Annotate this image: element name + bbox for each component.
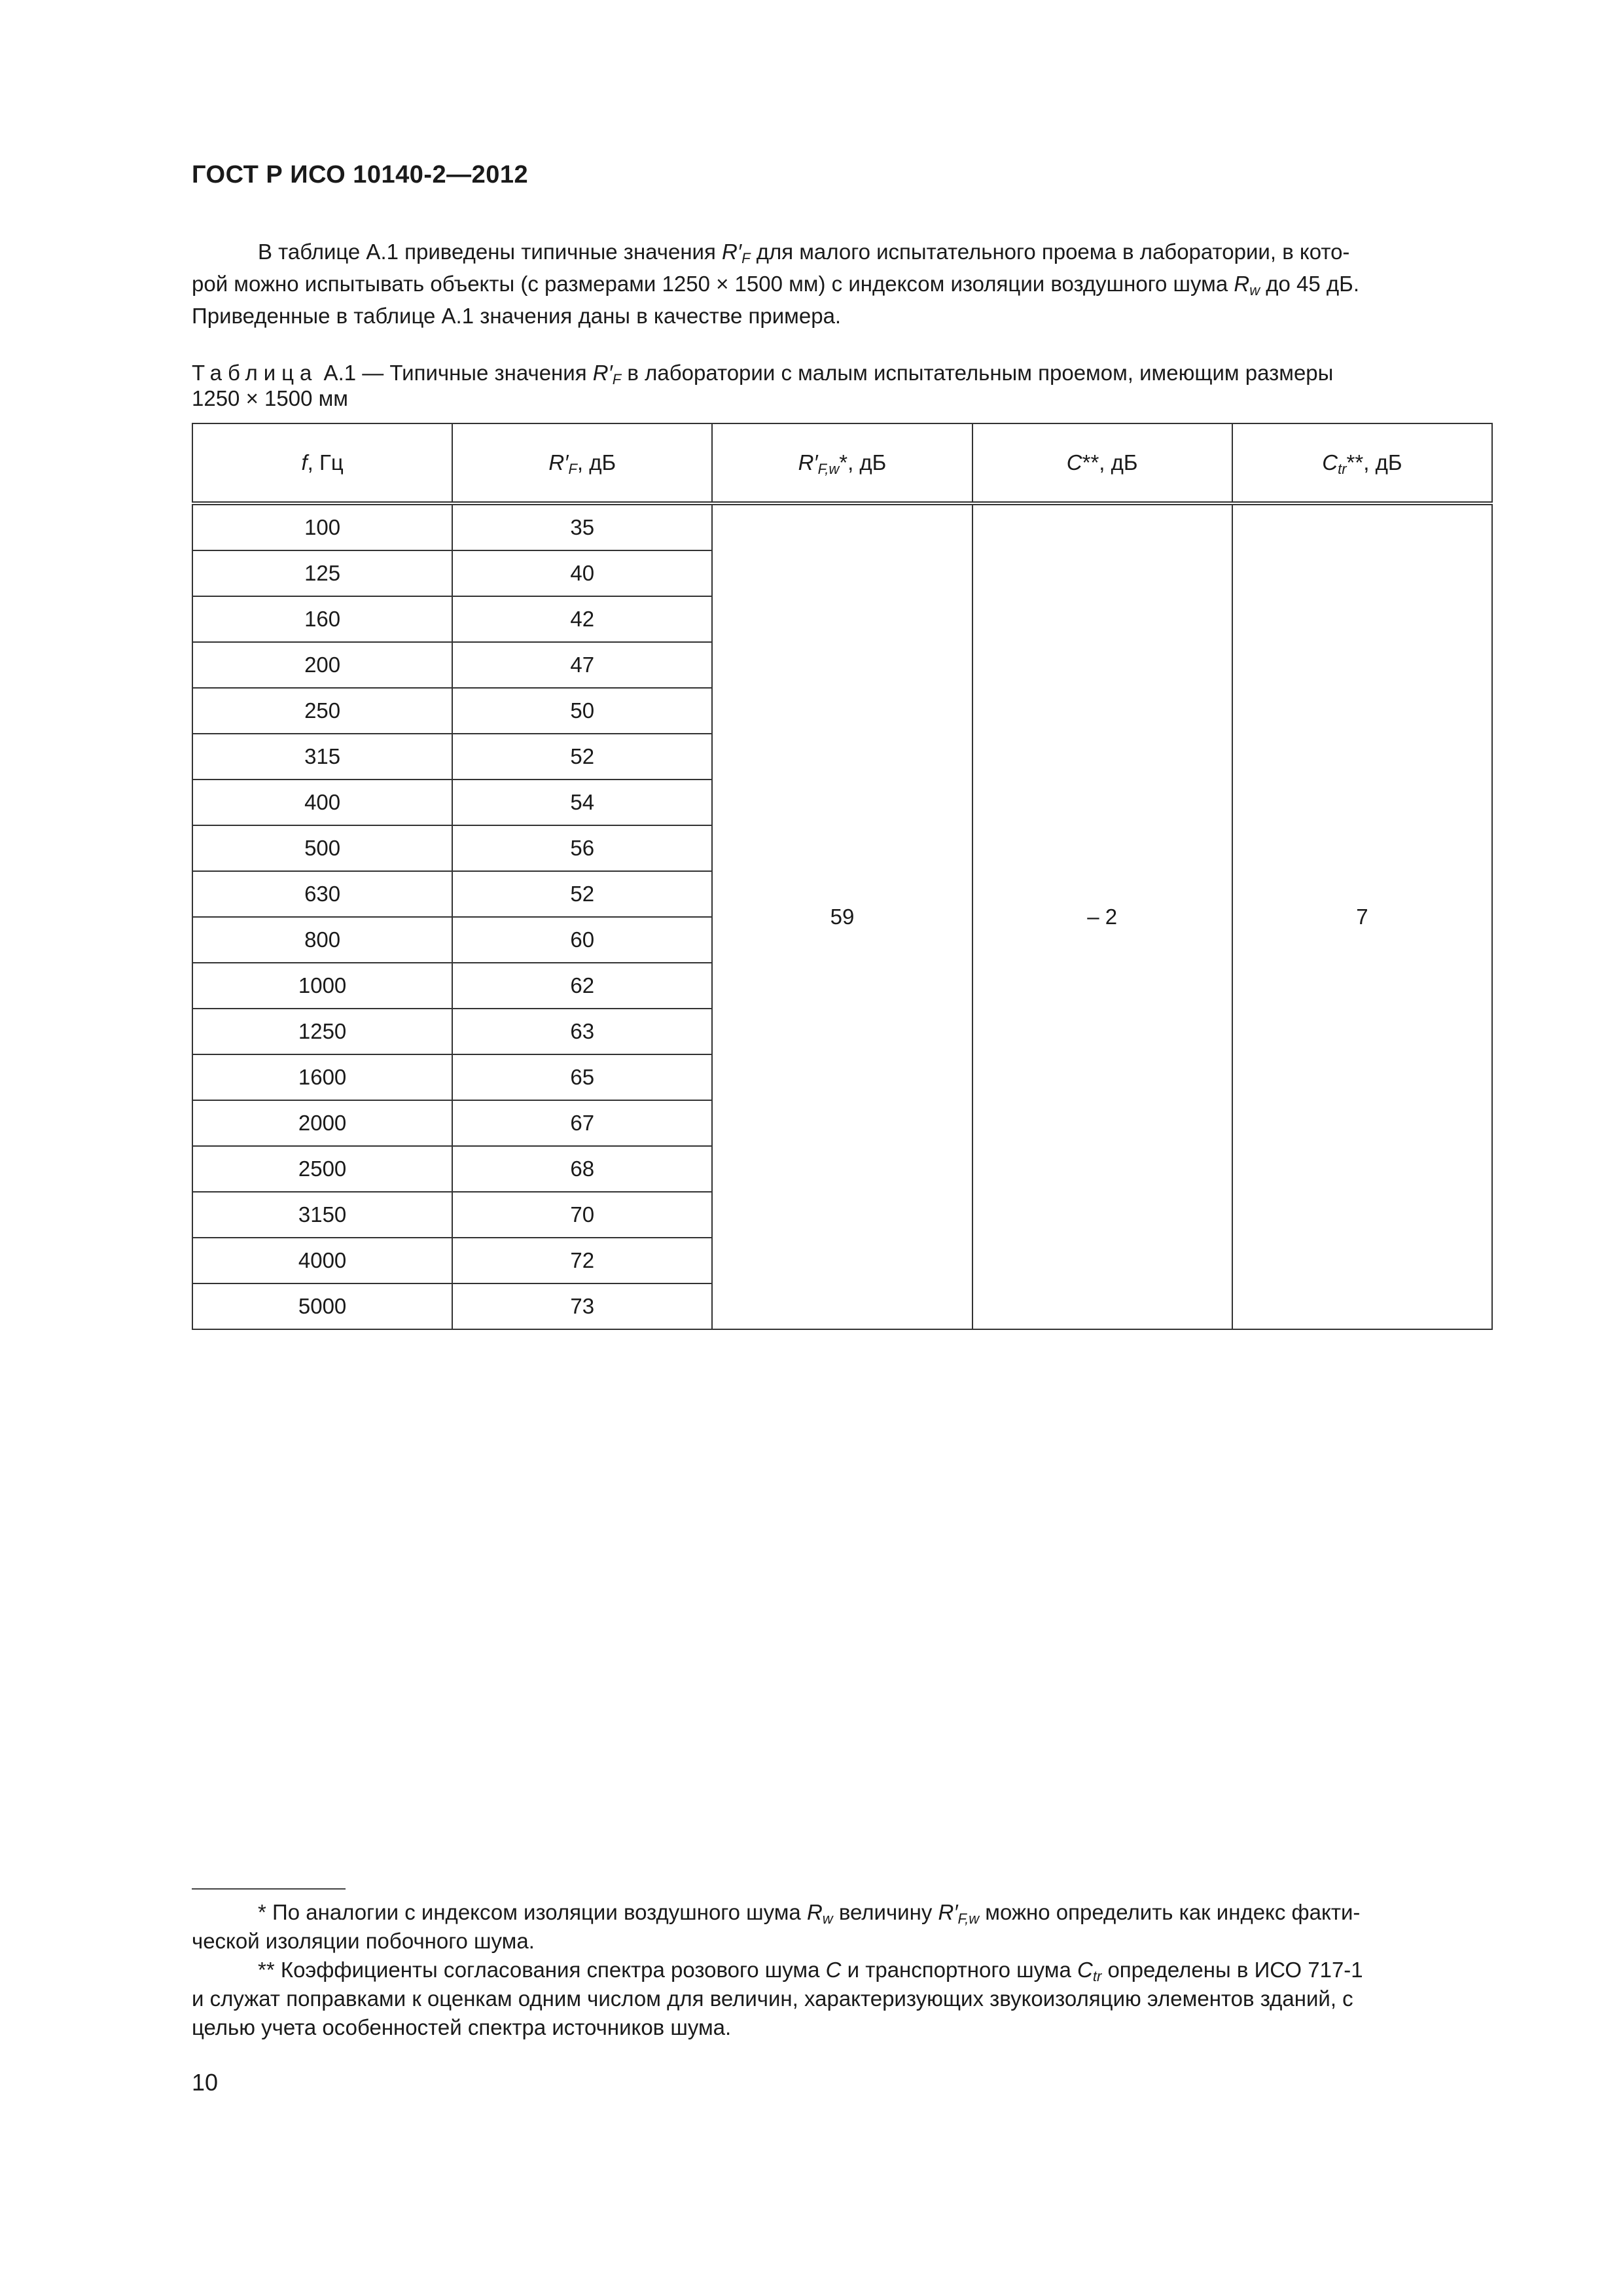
- cell-frequency: 630: [192, 871, 452, 917]
- cell-rf: 67: [452, 1100, 712, 1146]
- cell-frequency: 315: [192, 734, 452, 780]
- cell-frequency: 2500: [192, 1146, 452, 1192]
- cell-frequency: 500: [192, 825, 452, 871]
- header-frequency: f, Гц: [192, 423, 452, 503]
- document-header: ГОСТ Р ИСО 10140-2—2012: [192, 161, 529, 188]
- cell-rf: 56: [452, 825, 712, 871]
- cell-frequency: 1600: [192, 1054, 452, 1100]
- cell-frequency: 1250: [192, 1009, 452, 1054]
- table-caption: Таблица А.1 — Типичные значения $R'_F$ в лаборатории с малым испытательным проемом, имеющим размеры 1250 × 1500 мм: [192, 361, 1334, 410]
- cell-frequency: 200: [192, 642, 452, 688]
- cell-frequency: 2000: [192, 1100, 452, 1146]
- cell-rf: 68: [452, 1146, 712, 1192]
- intro-line-2: рой можно испытывать объекты (с размерами 1250 × 1500 мм) с индексом изоляции воздушного шума $R_w$ до 45 дБ.: [192, 272, 1360, 298]
- cell-rf: 47: [452, 642, 712, 688]
- header-rf: $R'_F$, дБ: [452, 423, 712, 503]
- cell-rf: 52: [452, 734, 712, 780]
- cell-rf: 72: [452, 1238, 712, 1283]
- table-header-row: [192, 423, 1492, 503]
- cell-frequency: 5000: [192, 1283, 452, 1329]
- intro-line-3: Приведенные в таблице А.1 значения даны в качестве примера.: [192, 304, 842, 328]
- cell-frequency: 800: [192, 917, 452, 963]
- cell-rf: 52: [452, 871, 712, 917]
- cell-rf: 35: [452, 503, 712, 550]
- footnote-2-cont: и служат поправками к оценкам одним числом для величин, характеризующих звукоизоляцию элементов зданий, с: [192, 1986, 1353, 2011]
- footnote-1-cont: ческой изоляции побочного шума.: [192, 1929, 535, 1953]
- cell-rf: 40: [452, 550, 712, 596]
- header-ctr: $C_{tr}**$, дБ: [1232, 423, 1492, 503]
- cell-rf: 63: [452, 1009, 712, 1054]
- cell-rfw: 59: [712, 503, 972, 1329]
- page-number: 10: [192, 2069, 219, 2096]
- footnote-divider: [192, 1888, 346, 1890]
- data-table: [192, 423, 1493, 1330]
- footnote-2-cont: целью учета особенностей спектра источников шума.: [192, 2015, 732, 2039]
- cell-frequency: 1000: [192, 963, 452, 1009]
- footnote-2: ** Коэффициенты согласования спектра розового шума C и транспортного шума $C_{tr}$ определены в ИСО 717-1: [258, 1958, 1363, 1984]
- table-row: [192, 503, 1492, 550]
- cell-rf: 50: [452, 688, 712, 734]
- cell-frequency: 160: [192, 596, 452, 642]
- header-rfw: $R'_{F,w}*$, дБ: [712, 423, 972, 503]
- cell-frequency: 4000: [192, 1238, 452, 1283]
- cell-frequency: 100: [192, 503, 452, 550]
- cell-rf: 60: [452, 917, 712, 963]
- footnote-1: * По аналогии с индексом изоляции воздушного шума $R_w$ величину $R'_{F,w}$ можно определить как индекс факти-: [258, 1900, 1361, 1927]
- cell-rf: 65: [452, 1054, 712, 1100]
- cell-frequency: 250: [192, 688, 452, 734]
- cell-rf: 42: [452, 596, 712, 642]
- header-c: C**, дБ: [972, 423, 1232, 503]
- cell-ctr: 7: [1232, 503, 1492, 1329]
- cell-frequency: 125: [192, 550, 452, 596]
- intro-line-1: В таблице А.1 приведены типичные значения $R'_F$ для малого испытательного проема в лаборатории, в кото-: [258, 240, 1350, 266]
- intro-paragraph: [192, 236, 1492, 332]
- table-caption-label: Таблица: [192, 361, 318, 385]
- cell-rf: 62: [452, 963, 712, 1009]
- cell-frequency: 400: [192, 780, 452, 825]
- cell-rf: 73: [452, 1283, 712, 1329]
- cell-frequency: 3150: [192, 1192, 452, 1238]
- cell-rf: 70: [452, 1192, 712, 1238]
- cell-c: – 2: [972, 503, 1232, 1329]
- cell-rf: 54: [452, 780, 712, 825]
- footnotes: [192, 1898, 1492, 2042]
